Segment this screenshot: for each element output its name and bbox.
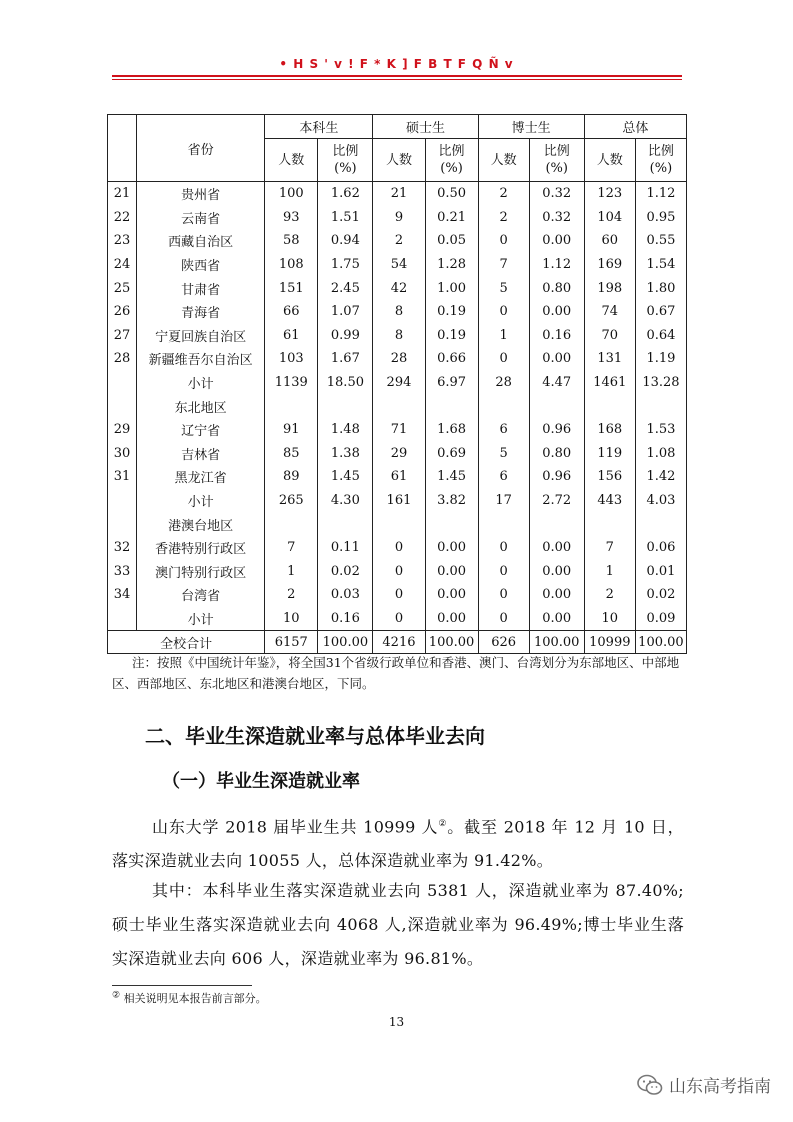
value-cell: 0.32 <box>529 206 584 230</box>
subtotal-value: 0.00 <box>529 607 584 631</box>
value-cell: 91 <box>265 418 318 442</box>
paragraph-overall-rate <box>112 807 684 878</box>
value-cell: 0.00 <box>425 536 478 560</box>
table-row <box>108 324 687 348</box>
table-row <box>108 300 687 324</box>
row-index: 29 <box>108 418 137 442</box>
value-cell: 0.16 <box>529 324 584 348</box>
page-number: 13 <box>388 1015 405 1029</box>
region-header-row <box>108 394 687 418</box>
value-cell: 0.02 <box>318 560 373 584</box>
table-row <box>108 560 687 584</box>
subtotal-value: 13.28 <box>635 371 686 395</box>
value-cell: 66 <box>265 300 318 324</box>
value-cell: 0.02 <box>635 583 686 607</box>
region-title: 港澳台地区 <box>137 512 265 536</box>
empty-cell <box>584 394 635 418</box>
province-name: 西藏自治区 <box>137 229 265 253</box>
table-row <box>108 465 687 489</box>
row-index: 22 <box>108 206 137 230</box>
empty-cell <box>635 512 686 536</box>
value-cell: 0.11 <box>318 536 373 560</box>
empty-cell <box>425 394 478 418</box>
subtotal-value: 1139 <box>265 371 318 395</box>
value-cell: 1.48 <box>318 418 373 442</box>
empty-cell <box>478 394 529 418</box>
subtotal-value: 443 <box>584 489 635 513</box>
grand-total-value: 10999 <box>584 631 635 654</box>
subheader-ratio <box>425 139 478 182</box>
subtotal-value: 3.82 <box>425 489 478 513</box>
row-index: 30 <box>108 442 137 466</box>
subtotal-value: 0 <box>373 607 425 631</box>
value-cell: 1.68 <box>425 418 478 442</box>
value-cell: 1.45 <box>425 465 478 489</box>
value-cell: 0 <box>373 583 425 607</box>
value-cell: 0 <box>373 560 425 584</box>
value-cell: 0.00 <box>529 229 584 253</box>
header-master: 硕士生 <box>373 115 478 139</box>
empty-cell <box>318 394 373 418</box>
index-cell <box>108 371 137 395</box>
grand-total-row <box>108 631 687 654</box>
value-cell: 28 <box>373 347 425 371</box>
value-cell: 6 <box>478 418 529 442</box>
value-cell: 0.06 <box>635 536 686 560</box>
value-cell: 0 <box>478 560 529 584</box>
value-cell: 71 <box>373 418 425 442</box>
value-cell: 0.00 <box>529 560 584 584</box>
table-row <box>108 206 687 230</box>
value-cell: 0.95 <box>635 206 686 230</box>
index-cell <box>108 512 137 536</box>
province-name: 青海省 <box>137 300 265 324</box>
subtotal-value: 161 <box>373 489 425 513</box>
empty-cell <box>529 512 584 536</box>
grand-total-value: 100.00 <box>635 631 686 654</box>
grand-total-value: 100.00 <box>425 631 478 654</box>
value-cell: 70 <box>584 324 635 348</box>
province-name: 陕西省 <box>137 253 265 277</box>
value-cell: 1.38 <box>318 442 373 466</box>
subheader-ratio <box>318 139 373 182</box>
value-cell: 0.05 <box>425 229 478 253</box>
value-cell: 156 <box>584 465 635 489</box>
subtotal-row <box>108 489 687 513</box>
value-cell: 1.51 <box>318 206 373 230</box>
value-cell: 0.00 <box>425 560 478 584</box>
province-name: 台湾省 <box>137 583 265 607</box>
header-total: 总体 <box>584 115 686 139</box>
value-cell: 108 <box>265 253 318 277</box>
watermark-brand <box>637 1072 771 1097</box>
value-cell: 2 <box>373 229 425 253</box>
value-cell: 7 <box>584 536 635 560</box>
table-row <box>108 418 687 442</box>
province-name: 香港特别行政区 <box>137 536 265 560</box>
row-index: 25 <box>108 276 137 300</box>
subtotal-label: 小计 <box>137 371 265 395</box>
value-cell: 0.96 <box>529 465 584 489</box>
subtotal-value: 2.72 <box>529 489 584 513</box>
value-cell: 131 <box>584 347 635 371</box>
para1-text-b: 。截至 2018 年 12 月 10 日，落实深造就业去向 10055 人，总体深造就业率为 91.42%。 <box>112 817 684 871</box>
value-cell: 0.94 <box>318 229 373 253</box>
value-cell: 0 <box>478 536 529 560</box>
grand-total-value: 626 <box>478 631 529 654</box>
value-cell: 89 <box>265 465 318 489</box>
province-name: 云南省 <box>137 206 265 230</box>
value-cell: 1 <box>265 560 318 584</box>
province-name: 吉林省 <box>137 442 265 466</box>
subtotal-row <box>108 607 687 631</box>
subtotal-value: 1461 <box>584 371 635 395</box>
value-cell: 6 <box>478 465 529 489</box>
header-rule <box>112 75 682 77</box>
value-cell: 0 <box>373 536 425 560</box>
value-cell: 1.62 <box>318 182 373 206</box>
value-cell: 5 <box>478 442 529 466</box>
value-cell: 0.00 <box>529 300 584 324</box>
subtotal-value: 6.97 <box>425 371 478 395</box>
value-cell: 103 <box>265 347 318 371</box>
footnote-mark: ② <box>112 990 121 1001</box>
province-name: 甘肃省 <box>137 276 265 300</box>
subtotal-value: 0 <box>478 607 529 631</box>
header-undergrad: 本科生 <box>265 115 373 139</box>
row-index: 27 <box>108 324 137 348</box>
subtotal-value: 17 <box>478 489 529 513</box>
value-cell: 60 <box>584 229 635 253</box>
value-cell: 58 <box>265 229 318 253</box>
subheader-ratio-label: 比例(%) <box>647 144 674 176</box>
subsection-title: （一）毕业生深造就业率 <box>162 771 360 792</box>
value-cell: 100 <box>265 182 318 206</box>
row-index: 28 <box>108 347 137 371</box>
subheader-ratio-label: 比例(%) <box>543 144 570 176</box>
value-cell: 0.64 <box>635 324 686 348</box>
value-cell: 0.80 <box>529 442 584 466</box>
value-cell: 1.12 <box>529 253 584 277</box>
value-cell: 1.53 <box>635 418 686 442</box>
value-cell: 7 <box>265 536 318 560</box>
empty-cell <box>373 512 425 536</box>
value-cell: 0.55 <box>635 229 686 253</box>
value-cell: 0.00 <box>425 583 478 607</box>
header-index <box>108 115 137 182</box>
province-name: 新疆维吾尔自治区 <box>137 347 265 371</box>
value-cell: 54 <box>373 253 425 277</box>
value-cell: 93 <box>265 206 318 230</box>
subheader-ratio-label: 比例(%) <box>332 144 359 176</box>
value-cell: 0.69 <box>425 442 478 466</box>
table-note: 注：按照《中国统计年鉴》，将全国31个省级行政单位和香港、澳门、台湾划分为东部地区、中部地区、西部地区、东北地区和港澳台地区，下同。 <box>112 655 680 691</box>
value-cell: 0.66 <box>425 347 478 371</box>
value-cell: 21 <box>373 182 425 206</box>
value-cell: 42 <box>373 276 425 300</box>
table-row <box>108 536 687 560</box>
value-cell: 7 <box>478 253 529 277</box>
empty-cell <box>635 394 686 418</box>
subheader-count: 人数 <box>478 139 529 182</box>
footnote-text: 相关说明见本报告前言部分。 <box>123 992 267 1005</box>
value-cell: 123 <box>584 182 635 206</box>
province-name: 澳门特别行政区 <box>137 560 265 584</box>
value-cell: 2 <box>478 182 529 206</box>
value-cell: 74 <box>584 300 635 324</box>
table-row <box>108 182 687 206</box>
subtotal-value: 0.00 <box>425 607 478 631</box>
table-row <box>108 253 687 277</box>
row-index: 24 <box>108 253 137 277</box>
subheader-count: 人数 <box>584 139 635 182</box>
value-cell: 0 <box>478 300 529 324</box>
value-cell: 0 <box>478 347 529 371</box>
value-cell: 0.19 <box>425 324 478 348</box>
value-cell: 0 <box>478 583 529 607</box>
province-name: 辽宁省 <box>137 418 265 442</box>
row-index: 21 <box>108 182 137 206</box>
value-cell: 1.54 <box>635 253 686 277</box>
subheader-count: 人数 <box>373 139 425 182</box>
grand-total-label: 全校合计 <box>108 631 265 654</box>
value-cell: 151 <box>265 276 318 300</box>
footnote <box>112 990 267 1006</box>
value-cell: 5 <box>478 276 529 300</box>
value-cell: 1.28 <box>425 253 478 277</box>
value-cell: 8 <box>373 324 425 348</box>
subheader-ratio <box>529 139 584 182</box>
value-cell: 119 <box>584 442 635 466</box>
index-cell <box>108 489 137 513</box>
value-cell: 1.07 <box>318 300 373 324</box>
footnote-rule <box>112 985 252 986</box>
grand-total-value: 4216 <box>373 631 425 654</box>
running-header: • H S ' v ! F * K ] F B T F Q Ñ v <box>279 57 514 71</box>
value-cell: 1.80 <box>635 276 686 300</box>
value-cell: 61 <box>265 324 318 348</box>
value-cell: 2.45 <box>318 276 373 300</box>
empty-cell <box>529 394 584 418</box>
row-index: 26 <box>108 300 137 324</box>
subtotal-value: 4.30 <box>318 489 373 513</box>
index-cell <box>108 394 137 418</box>
empty-cell <box>265 394 318 418</box>
subtotal-label: 小计 <box>137 607 265 631</box>
subtotal-label: 小计 <box>137 489 265 513</box>
subtotal-value: 294 <box>373 371 425 395</box>
province-distribution-table <box>107 114 687 654</box>
header-rule-thin <box>112 79 682 80</box>
value-cell: 0.99 <box>318 324 373 348</box>
wechat-icon <box>637 1074 663 1096</box>
value-cell: 9 <box>373 206 425 230</box>
value-cell: 168 <box>584 418 635 442</box>
value-cell: 0.67 <box>635 300 686 324</box>
value-cell: 198 <box>584 276 635 300</box>
value-cell: 0.00 <box>529 347 584 371</box>
value-cell: 104 <box>584 206 635 230</box>
paragraph-breakdown: 其中：本科毕业生落实深造就业去向 5381 人，深造就业率为 87.40%;硕士毕业生落实深造就业去向 4068 人,深造就业率为 96.49%;博士毕业生落实深造就业去向 606 人，深造就业率为 96.81%。 <box>112 881 684 968</box>
row-index: 32 <box>108 536 137 560</box>
value-cell: 1 <box>478 324 529 348</box>
subtotal-value: 28 <box>478 371 529 395</box>
row-index: 33 <box>108 560 137 584</box>
value-cell: 1 <box>584 560 635 584</box>
value-cell: 0.19 <box>425 300 478 324</box>
value-cell: 1.08 <box>635 442 686 466</box>
value-cell: 2 <box>478 206 529 230</box>
table-row <box>108 442 687 466</box>
province-name: 宁夏回族自治区 <box>137 324 265 348</box>
empty-cell <box>318 512 373 536</box>
value-cell: 0.50 <box>425 182 478 206</box>
value-cell: 0.00 <box>529 583 584 607</box>
subheader-ratio-label: 比例(%) <box>438 144 465 176</box>
value-cell: 1.75 <box>318 253 373 277</box>
subtotal-value: 265 <box>265 489 318 513</box>
row-index: 31 <box>108 465 137 489</box>
index-cell <box>108 607 137 631</box>
value-cell: 61 <box>373 465 425 489</box>
value-cell: 1.19 <box>635 347 686 371</box>
table-row <box>108 229 687 253</box>
value-cell: 85 <box>265 442 318 466</box>
table-row <box>108 276 687 300</box>
value-cell: 1.67 <box>318 347 373 371</box>
table-row <box>108 347 687 371</box>
subtotal-value: 0.09 <box>635 607 686 631</box>
section-title: 二、毕业生深造就业率与总体毕业去向 <box>145 724 485 748</box>
grand-total-value: 100.00 <box>318 631 373 654</box>
value-cell: 1.00 <box>425 276 478 300</box>
empty-cell <box>265 512 318 536</box>
subtotal-value: 10 <box>265 607 318 631</box>
header-province: 省份 <box>137 115 265 182</box>
para1-text-a: 山东大学 2018 届毕业生共 10999 人 <box>152 817 439 837</box>
subtotal-row <box>108 371 687 395</box>
province-name: 黑龙江省 <box>137 465 265 489</box>
province-name: 贵州省 <box>137 182 265 206</box>
value-cell: 0.01 <box>635 560 686 584</box>
value-cell: 2 <box>265 583 318 607</box>
subtotal-value: 0.16 <box>318 607 373 631</box>
value-cell: 29 <box>373 442 425 466</box>
region-title: 东北地区 <box>137 394 265 418</box>
empty-cell <box>373 394 425 418</box>
subtotal-value: 10 <box>584 607 635 631</box>
subheader-count: 人数 <box>265 139 318 182</box>
value-cell: 8 <box>373 300 425 324</box>
grand-total-value: 100.00 <box>529 631 584 654</box>
subtotal-value: 18.50 <box>318 371 373 395</box>
value-cell: 2 <box>584 583 635 607</box>
table-row <box>108 583 687 607</box>
row-index: 34 <box>108 583 137 607</box>
value-cell: 1.45 <box>318 465 373 489</box>
value-cell: 0.03 <box>318 583 373 607</box>
value-cell: 0.80 <box>529 276 584 300</box>
value-cell: 0.00 <box>529 536 584 560</box>
value-cell: 0.21 <box>425 206 478 230</box>
footnote-ref: ② <box>438 819 448 829</box>
value-cell: 1.12 <box>635 182 686 206</box>
subtotal-value: 4.03 <box>635 489 686 513</box>
value-cell: 0.32 <box>529 182 584 206</box>
grand-total-value: 6157 <box>265 631 318 654</box>
brand-name: 山东高考指南 <box>669 1077 771 1097</box>
value-cell: 1.42 <box>635 465 686 489</box>
empty-cell <box>584 512 635 536</box>
subtotal-value: 4.47 <box>529 371 584 395</box>
row-index: 23 <box>108 229 137 253</box>
empty-cell <box>478 512 529 536</box>
value-cell: 169 <box>584 253 635 277</box>
header-doctor: 博士生 <box>478 115 584 139</box>
empty-cell <box>425 512 478 536</box>
value-cell: 0 <box>478 229 529 253</box>
value-cell: 0.96 <box>529 418 584 442</box>
subheader-ratio <box>635 139 686 182</box>
region-header-row <box>108 512 687 536</box>
